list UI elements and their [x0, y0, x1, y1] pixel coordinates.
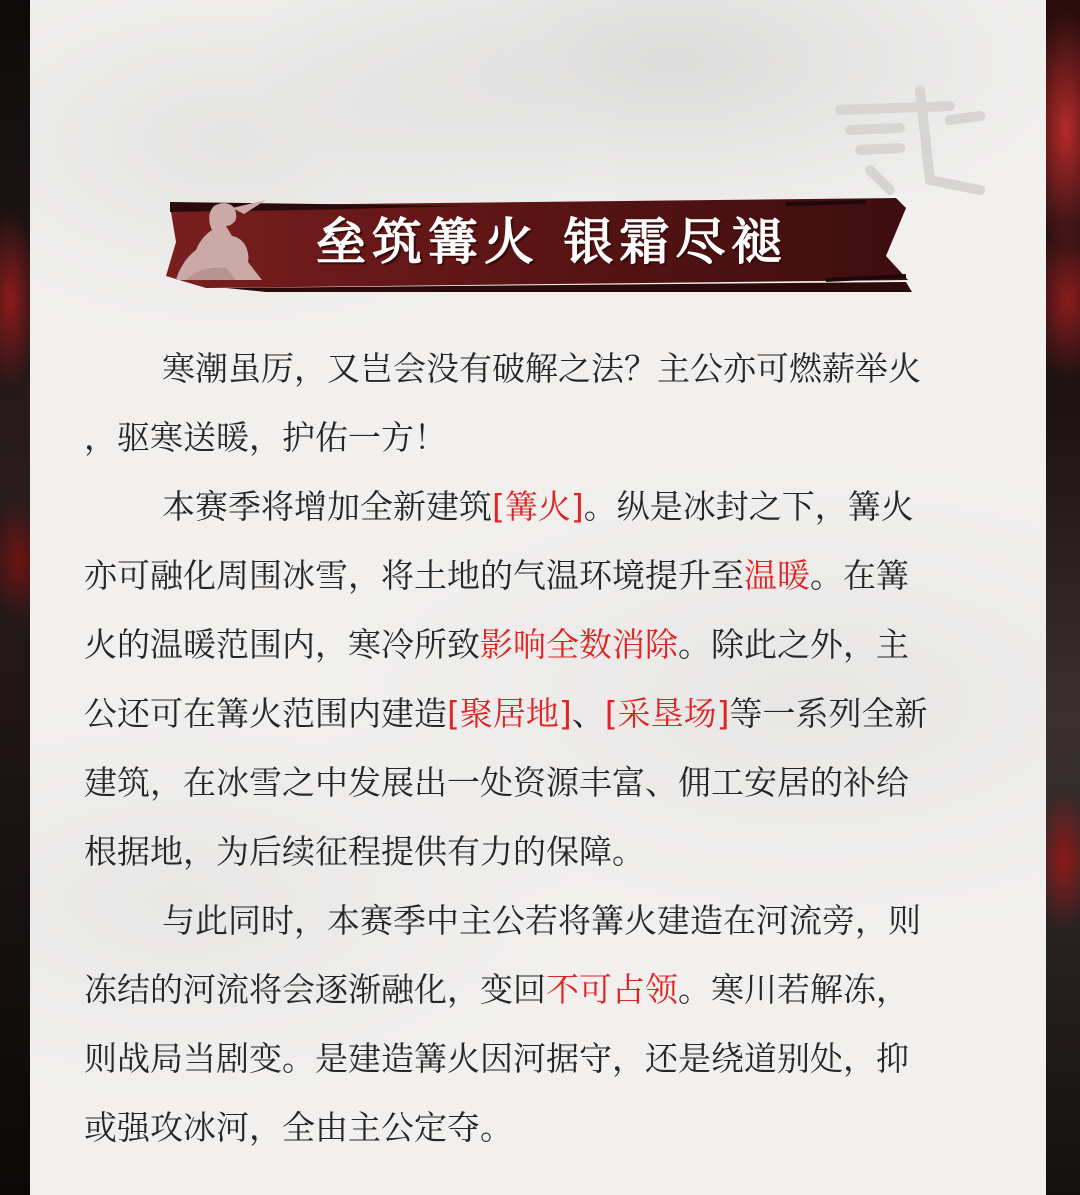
- paragraph-line: [84, 1024, 996, 1093]
- highlight-text: 不可占领: [546, 970, 678, 1009]
- warrior-silhouette-icon: [166, 196, 276, 282]
- body-text: 寒潮虽厉，又岂会没有破解之法？主公亦可燃薪举火: [162, 349, 921, 388]
- paragraph: [84, 472, 996, 886]
- left-ink-border: [0, 0, 30, 1195]
- body-text: 火的温暖范围内，寒冷所致: [84, 625, 480, 664]
- paragraph-line: [84, 472, 996, 541]
- body-text: 亦可融化周围冰雪，将土地的气温环境提升至: [84, 556, 744, 595]
- paragraph: [84, 334, 996, 472]
- body-text: 。寒川若解冻，: [678, 970, 909, 1009]
- section-header-banner: [166, 196, 912, 292]
- body-text: 等一系列全新: [729, 694, 928, 733]
- paragraph-line: [84, 541, 996, 610]
- paragraph-line: [84, 1093, 996, 1162]
- paragraph-line: [84, 886, 996, 955]
- body-text: 与此同时，本赛季中主公若将篝火建造在河流旁，则: [162, 901, 921, 940]
- paragraph-line: [84, 748, 996, 817]
- body-text: 公还可在篝火范围内建造: [84, 694, 447, 733]
- banner-title: 垒筑篝火 银霜尽褪: [316, 213, 788, 271]
- paragraph: [84, 886, 996, 1162]
- paragraph-line: [84, 403, 996, 472]
- highlight-text: 温暖: [744, 556, 810, 595]
- body-text: 根据地，为后续征程提供有力的保障。: [84, 832, 645, 871]
- paragraph-line: [84, 679, 996, 748]
- paragraph-line: [84, 817, 996, 886]
- article-body: [84, 334, 996, 1162]
- calligraphy-watermark-icon: [830, 80, 990, 200]
- body-text: 或强攻冰河，全由主公定夺。: [84, 1108, 513, 1147]
- body-text: 本赛季将增加全新建筑: [162, 487, 492, 526]
- body-text: 建筑，在冰雪之中发展出一处资源丰富、佣工安居的补给: [84, 763, 909, 802]
- paragraph-line: [84, 955, 996, 1024]
- right-ink-border: [1046, 0, 1080, 1195]
- highlight-text: [聚居地]: [447, 694, 572, 733]
- highlight-text: [篝火]: [492, 487, 584, 526]
- body-text: 、: [571, 694, 605, 733]
- highlight-text: 影响全数消除: [480, 625, 678, 664]
- paragraph-line: [84, 610, 996, 679]
- highlight-text: [采垦场]: [604, 694, 730, 733]
- body-text: 。在篝: [810, 556, 909, 595]
- body-text: 。除此之外，主: [678, 625, 909, 664]
- paragraph-line: [84, 334, 996, 403]
- body-text: ，驱寒送暖，护佑一方！: [84, 418, 447, 457]
- body-text: 则战局当剧变。是建造篝火因河据守，还是绕道别处，抑: [84, 1039, 909, 1078]
- body-text: 。纵是冰封之下，篝火: [583, 487, 914, 526]
- body-text: 冻结的河流将会逐渐融化，变回: [84, 970, 546, 1009]
